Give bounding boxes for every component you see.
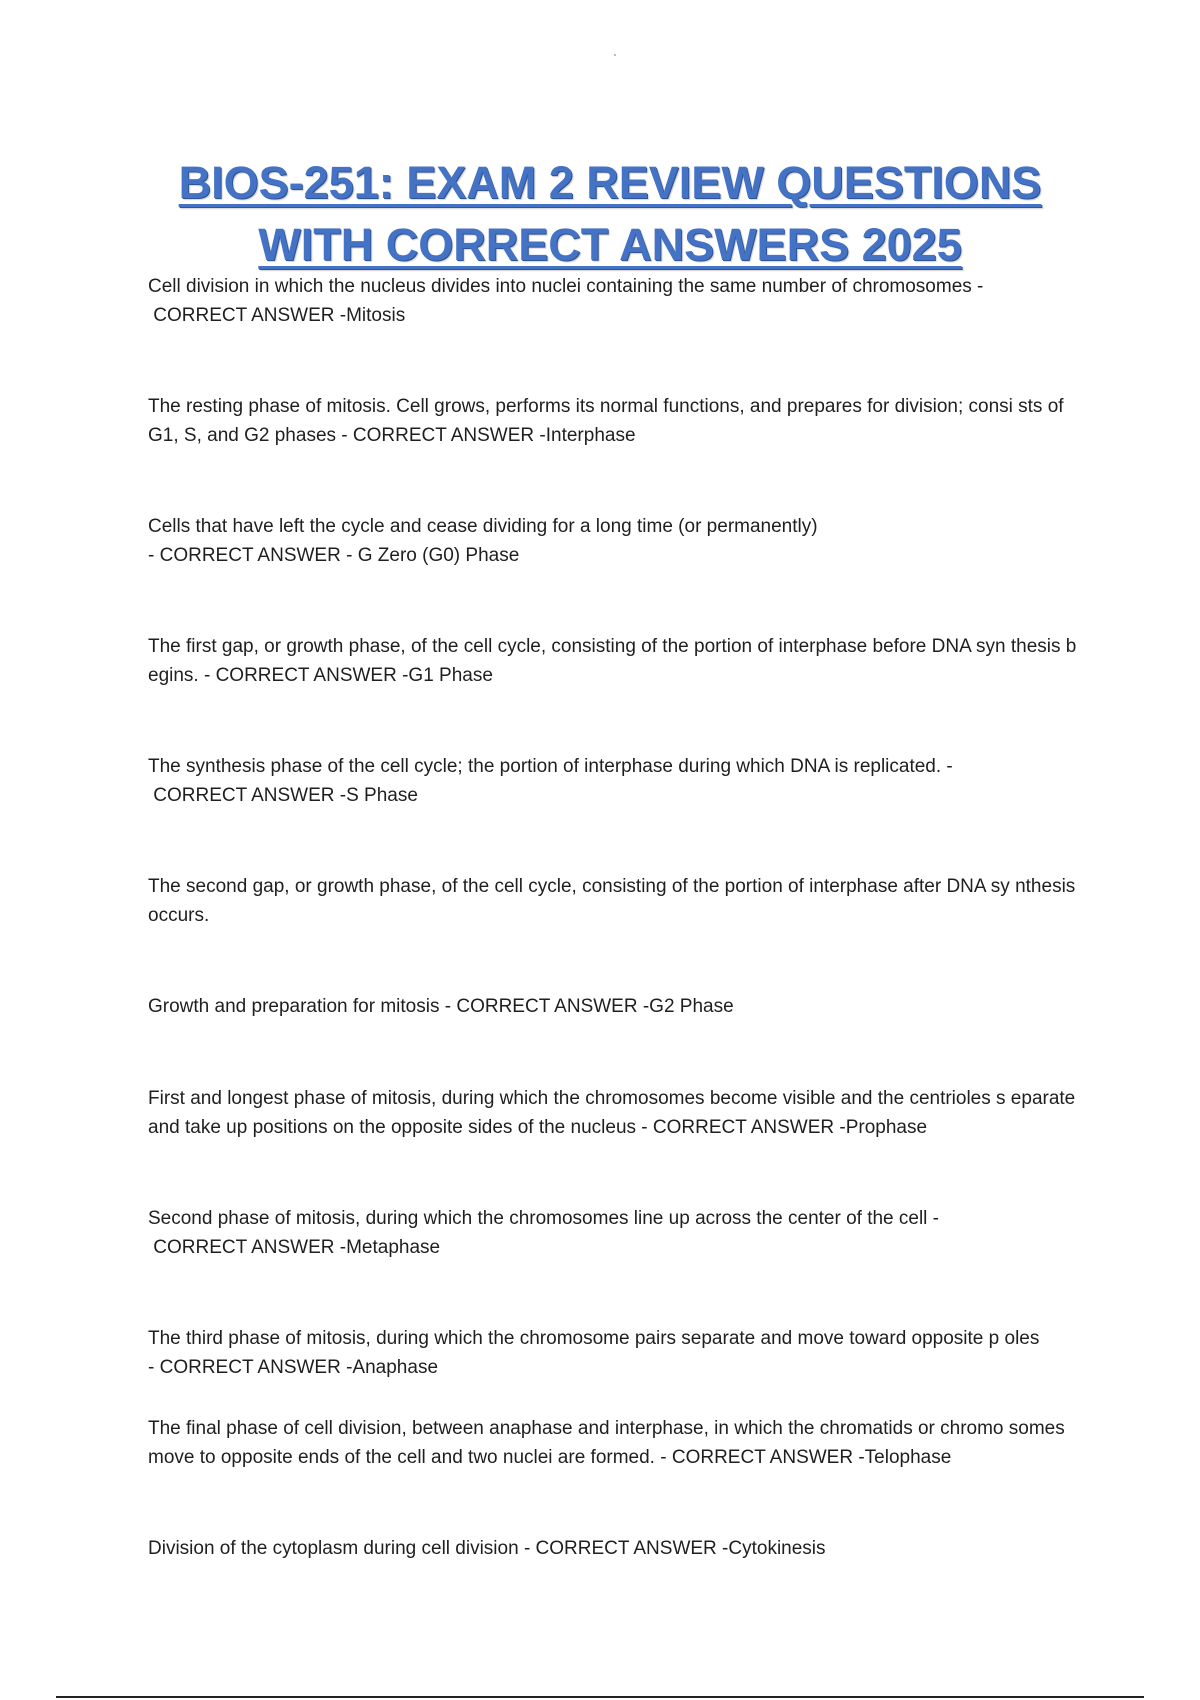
qa-item: [148, 1534, 1078, 1563]
qa-item: [148, 1084, 1078, 1142]
qa-question: The first gap, or growth phase, of the cell cycle, consisting of the portion of interphase before DNA syn thesis begins.: [148, 636, 1077, 686]
qa-item: [148, 1324, 1078, 1382]
qa-question: The second gap, or growth phase, of the cell cycle, consisting of the portion of interphase after DNA sy nthesis occurs.: [148, 876, 1076, 926]
qa-answer: CORRECT ANSWER -S Phase: [148, 785, 418, 806]
qa-question: Growth and preparation for mitosis: [148, 996, 440, 1017]
qa-answer: CORRECT ANSWER -Mitosis: [148, 305, 406, 326]
qa-answer: - CORRECT ANSWER -G2 Phase: [444, 996, 734, 1017]
qa-question: The third phase of mitosis, during which the chromosome pairs separate and move toward opposite p oles: [148, 1328, 1040, 1349]
footer-rule: [56, 1696, 1144, 1698]
qa-answer: - CORRECT ANSWER -Interphase: [341, 425, 636, 446]
qa-question: The synthesis phase of the cell cycle; the portion of interphase during which DNA is replicated. -: [148, 756, 953, 777]
document-title: BIOS-251: EXAM 2 REVIEW QUESTIONS WITH CORRECT ANSWERS 2025: [178, 157, 1042, 270]
qa-item: [148, 992, 1078, 1021]
page-speck: [614, 54, 616, 56]
qa-item: [148, 512, 1078, 570]
qa-answer: CORRECT ANSWER -Metaphase: [148, 1237, 441, 1258]
qa-question: The resting phase of mitosis. Cell grows, performs its normal functions, and prepares for division; consi sts of G1, S, and G2 phases: [148, 396, 1064, 446]
qa-question: Cells that have left the cycle and cease dividing for a long time (or permanently): [148, 516, 818, 537]
qa-item: [148, 872, 1078, 930]
qa-answer: - CORRECT ANSWER -Cytokinesis: [523, 1538, 826, 1559]
qa-item: [148, 1414, 1078, 1472]
qa-answer: - CORRECT ANSWER - G Zero (G0) Phase: [148, 545, 520, 566]
qa-question: Division of the cytoplasm during cell division: [148, 1538, 519, 1559]
qa-answer: - CORRECT ANSWER -G1 Phase: [203, 665, 493, 686]
qa-item: [148, 272, 1078, 330]
qa-question: Cell division in which the nucleus divides into nuclei containing the same number of chromosomes -: [148, 276, 984, 297]
qa-answer: - CORRECT ANSWER -Anaphase: [148, 1357, 439, 1378]
qa-answer: - CORRECT ANSWER -Prophase: [641, 1117, 928, 1138]
qa-item: [148, 1204, 1078, 1262]
qa-item: [148, 752, 1078, 810]
qa-question: Second phase of mitosis, during which the chromosomes line up across the center of the cell -: [148, 1208, 940, 1229]
qa-question: First and longest phase of mitosis, during which the chromosomes become visible and the centrioles s eparate and take up positions on the opposite sides of the nucleus: [148, 1088, 1076, 1138]
qa-item: [148, 392, 1078, 450]
qa-item: [148, 632, 1078, 690]
qa-question: The final phase of cell division, between anaphase and interphase, in which the chromatids or chromo somes move to opposite ends of the cell and two nuclei are formed.: [148, 1418, 1065, 1468]
qa-answer: - CORRECT ANSWER -Telophase: [660, 1447, 952, 1468]
